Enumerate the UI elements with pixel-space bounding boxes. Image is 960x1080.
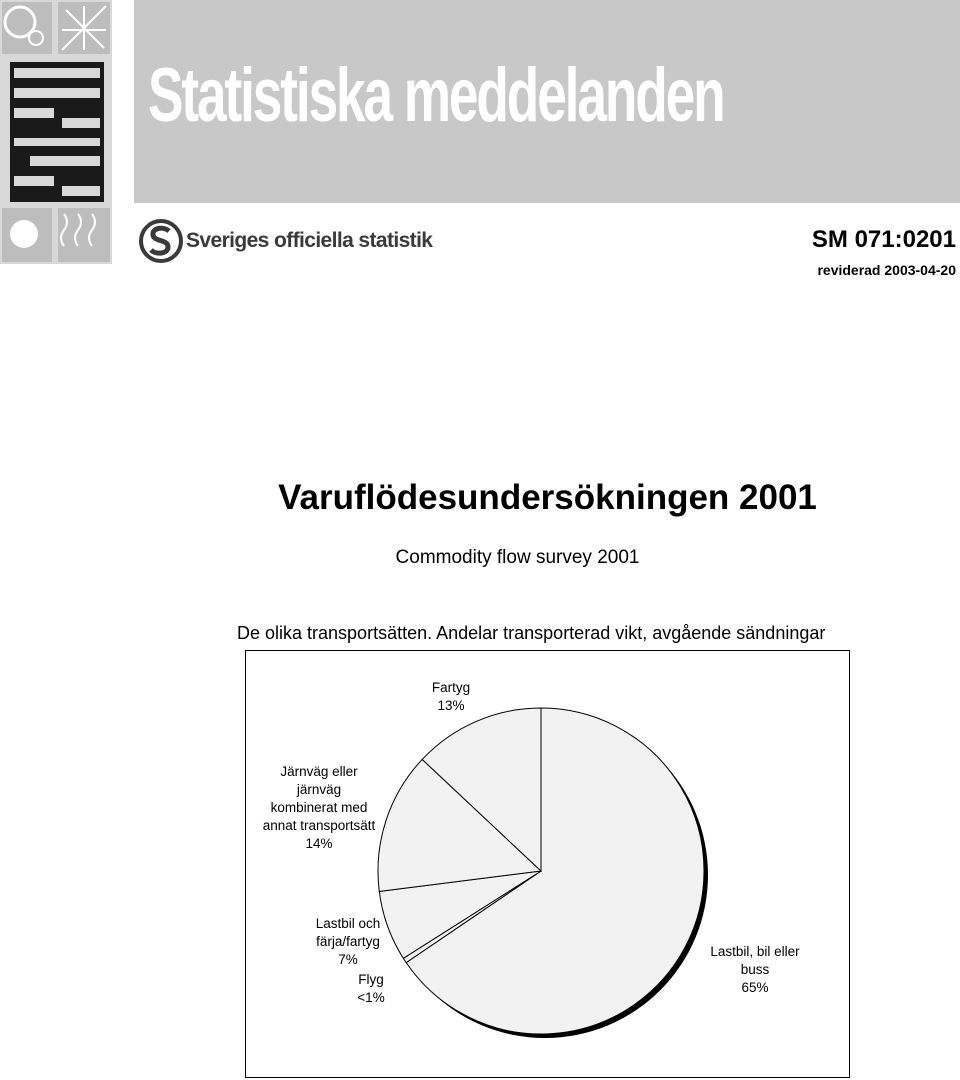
label-fartyg-name: Fartyg bbox=[431, 680, 471, 695]
label-jarnvag-line3: kombinerat med bbox=[270, 800, 368, 815]
revised-date: reviderad 2003-04-20 bbox=[817, 262, 956, 278]
label-jarnvag bbox=[263, 763, 376, 853]
label-lastbil bbox=[710, 943, 799, 997]
label-flyg bbox=[357, 971, 384, 1007]
sos-logo bbox=[138, 218, 432, 264]
sos-emblem-icon bbox=[138, 218, 184, 264]
document-title: Varuflödesundersökningen 2001 bbox=[278, 478, 817, 517]
label-flyg-name: Flyg bbox=[358, 972, 384, 987]
label-lastbil-farja-line1: Lastbil och bbox=[315, 916, 381, 931]
sika-logo bbox=[0, 0, 112, 264]
pie-chart-svg bbox=[246, 651, 851, 1079]
chart-title: De olika transportsätten. Andelar transporterad vikt, avgående sändningar bbox=[237, 623, 826, 643]
header-band bbox=[134, 0, 960, 203]
label-lastbil-farja-line2: färja/fartyg bbox=[316, 934, 380, 949]
label-lastbil-farja-value: 7% bbox=[338, 952, 358, 967]
label-jarnvag-line2: järnväg bbox=[296, 782, 342, 797]
label-flyg-value: <1% bbox=[357, 990, 385, 1005]
sm-number: SM 071:0201 bbox=[811, 226, 956, 253]
label-lastbil-line1: Lastbil, bil eller bbox=[710, 944, 800, 959]
label-lastbil-line2: buss bbox=[740, 962, 770, 977]
label-lastbil-value: 65% bbox=[741, 980, 769, 995]
label-jarnvag-line4: annat transportsätt bbox=[262, 818, 376, 833]
pie-chart bbox=[245, 650, 850, 1078]
label-jarnvag-value: 14% bbox=[305, 836, 333, 851]
series-title: Statistiska meddelanden bbox=[148, 53, 724, 138]
official-statistics-label: Sveriges officiella statistik bbox=[186, 229, 433, 252]
label-jarnvag-line1: Järnväg eller bbox=[280, 764, 358, 779]
label-fartyg bbox=[432, 679, 470, 715]
document-subtitle: Commodity flow survey 2001 bbox=[395, 547, 640, 568]
label-fartyg-value: 13% bbox=[437, 698, 465, 713]
label-lastbil-farja bbox=[316, 915, 381, 969]
